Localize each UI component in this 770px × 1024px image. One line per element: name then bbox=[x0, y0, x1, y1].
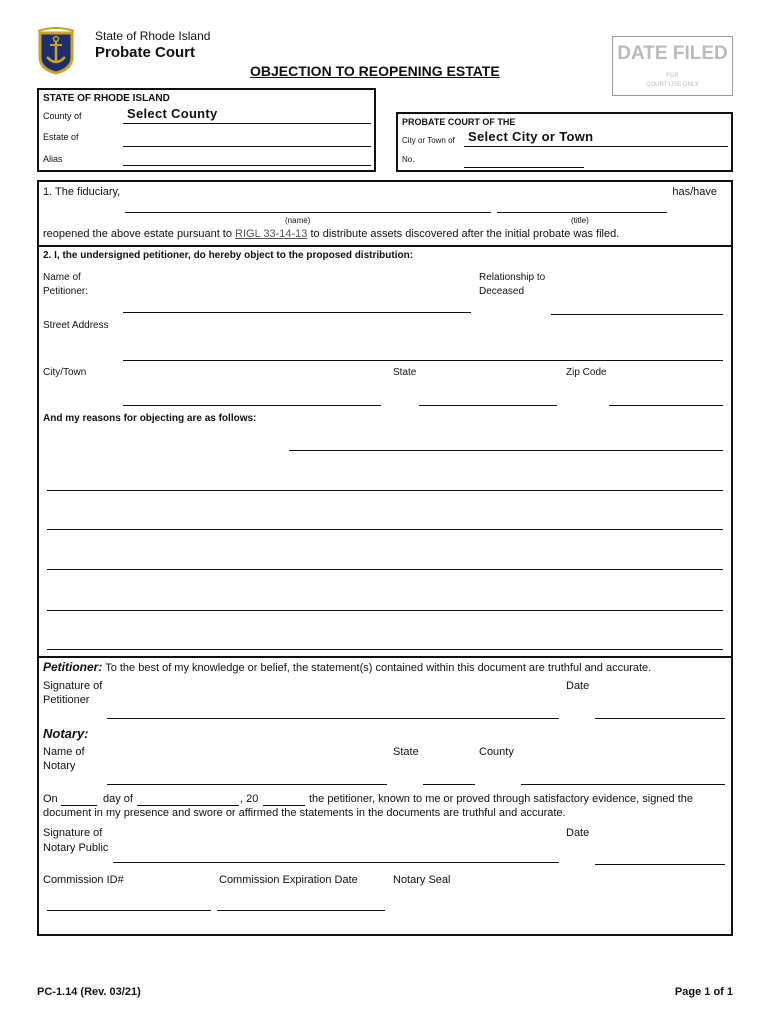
relationship-label: Relationship to bbox=[479, 272, 546, 283]
reasons-line-2[interactable] bbox=[47, 490, 723, 491]
petitioner-label: Petitioner: bbox=[43, 286, 89, 297]
section2-heading: 2. I, the undersigned petitioner, do hereby object to the proposed distribution: bbox=[43, 250, 414, 261]
reopened-pre: reopened the above estate pursuant to bbox=[43, 228, 232, 240]
petitioner-known-text: the petitioner, known to me or proved through satisfactory evidence, signed the bbox=[309, 793, 694, 805]
on-label: On bbox=[43, 793, 58, 805]
notary-name-of-label: Name of bbox=[43, 746, 85, 758]
has-have-label: has/have bbox=[672, 186, 717, 198]
city-town-field[interactable] bbox=[123, 405, 381, 406]
reasons-line-1[interactable] bbox=[289, 450, 723, 451]
commission-exp-field[interactable] bbox=[217, 910, 385, 911]
seal-anchor-icon bbox=[36, 27, 76, 75]
notary-signature-of-label: Signature of bbox=[43, 827, 103, 839]
alias-label: Alias bbox=[43, 154, 63, 164]
title-caption: (title) bbox=[571, 216, 589, 225]
petitioner-date-label: Date bbox=[566, 680, 590, 692]
comma-20-label: , 20 bbox=[240, 793, 259, 805]
page-title: OBJECTION TO REOPENING ESTATE bbox=[250, 63, 500, 79]
city-label: City or Town of bbox=[402, 136, 455, 145]
zip-code-label: Zip Code bbox=[566, 367, 607, 378]
notary-signature-field[interactable] bbox=[113, 862, 559, 863]
deceased-label: Deceased bbox=[479, 286, 525, 297]
court-use-only-label: COURT USE ONLY bbox=[646, 82, 699, 88]
notary-public-label: Notary Public bbox=[43, 842, 109, 854]
name-caption: (name) bbox=[285, 216, 311, 225]
for-label: FOR bbox=[666, 73, 679, 79]
commission-id-field[interactable] bbox=[47, 910, 211, 911]
notary-attest-text: document in my presence and swore or affirmed the statements in the documents are truthful and accurate. bbox=[43, 807, 566, 819]
year-field[interactable] bbox=[263, 805, 305, 806]
court-info-box bbox=[396, 112, 733, 172]
notary-heading: Notary: bbox=[43, 726, 89, 741]
signature-of-label: Signature of bbox=[43, 680, 103, 692]
fiduciary-name-field[interactable] bbox=[125, 212, 491, 213]
street-address-label: Street Address bbox=[43, 320, 109, 331]
no-label: No. bbox=[402, 155, 415, 164]
reopened-post: to distribute assets discovered after the initial probate was filed. bbox=[310, 228, 620, 240]
case-no-field[interactable] bbox=[464, 167, 584, 168]
petitioner-date-field[interactable] bbox=[595, 718, 725, 719]
state-seal bbox=[36, 27, 76, 75]
commission-id-label: Commission ID# bbox=[43, 874, 124, 886]
petitioner-heading: Petitioner: bbox=[43, 660, 103, 674]
notary-county-field[interactable] bbox=[521, 784, 725, 785]
petitioner-sig-label: Petitioner bbox=[43, 694, 90, 706]
petitioner-statement-text: To the best of my knowledge or belief, the statement(s) contained within this document are truthful and accurate. bbox=[105, 662, 652, 674]
day-of-label: day of bbox=[103, 793, 133, 805]
reasons-line-3[interactable] bbox=[47, 529, 723, 530]
notary-seal-label: Notary Seal bbox=[393, 874, 451, 886]
street-address-field[interactable] bbox=[123, 360, 723, 361]
form-number: PC-1.14 (Rev. 03/21) bbox=[37, 986, 141, 998]
fiduciary-label: 1. The fiduciary, bbox=[43, 186, 121, 198]
notary-date-label: Date bbox=[566, 827, 590, 839]
city-select[interactable]: Select City or Town bbox=[468, 129, 594, 144]
notary-county-label: County bbox=[479, 746, 514, 758]
day-field[interactable] bbox=[61, 805, 97, 806]
page-number: Page 1 of 1 bbox=[674, 986, 733, 998]
notary-date-field[interactable] bbox=[595, 864, 725, 865]
probate-court-heading: PROBATE COURT OF THE bbox=[402, 117, 516, 127]
month-field[interactable] bbox=[137, 805, 239, 806]
notary-name-field[interactable] bbox=[107, 784, 387, 785]
state-label: State bbox=[393, 367, 417, 378]
estate-label: Estate of bbox=[43, 132, 79, 142]
alias-field[interactable] bbox=[123, 165, 371, 166]
reasons-line-5[interactable] bbox=[47, 610, 723, 611]
state-heading: STATE OF RHODE ISLAND bbox=[43, 93, 170, 104]
notary-state-label: State bbox=[393, 746, 419, 758]
state-field[interactable] bbox=[419, 405, 557, 406]
county-select[interactable]: Select County bbox=[127, 106, 218, 121]
county-label: County of bbox=[43, 111, 82, 121]
city-town-label: City/Town bbox=[43, 367, 87, 378]
state-line: State of Rhode Island bbox=[95, 29, 211, 43]
name-of-label: Name of bbox=[43, 272, 81, 283]
reopened-sentence bbox=[43, 228, 619, 240]
notary-label: Notary bbox=[43, 760, 76, 772]
statute-link[interactable]: RIGL 33-14-13 bbox=[235, 228, 308, 240]
fiduciary-title-field[interactable] bbox=[497, 212, 667, 213]
petitioner-name-field[interactable] bbox=[123, 312, 471, 313]
estate-info-box bbox=[37, 88, 376, 172]
zip-code-field[interactable] bbox=[609, 405, 723, 406]
notary-state-field[interactable] bbox=[423, 784, 475, 785]
reasons-line-4[interactable] bbox=[47, 569, 723, 570]
reasons-label: And my reasons for objecting are as follows: bbox=[43, 413, 257, 424]
petitioner-statement bbox=[43, 660, 651, 674]
petitioner-signature-field[interactable] bbox=[107, 718, 559, 719]
reasons-line-6[interactable] bbox=[47, 649, 723, 650]
main-form-box bbox=[37, 180, 733, 936]
estate-field[interactable] bbox=[123, 146, 371, 147]
commission-exp-label: Commission Expiration Date bbox=[219, 874, 358, 886]
date-filed-box bbox=[612, 36, 733, 96]
court-name: Probate Court bbox=[95, 44, 196, 61]
date-filed-label: DATE FILED bbox=[617, 43, 728, 64]
relationship-field[interactable] bbox=[551, 314, 723, 315]
